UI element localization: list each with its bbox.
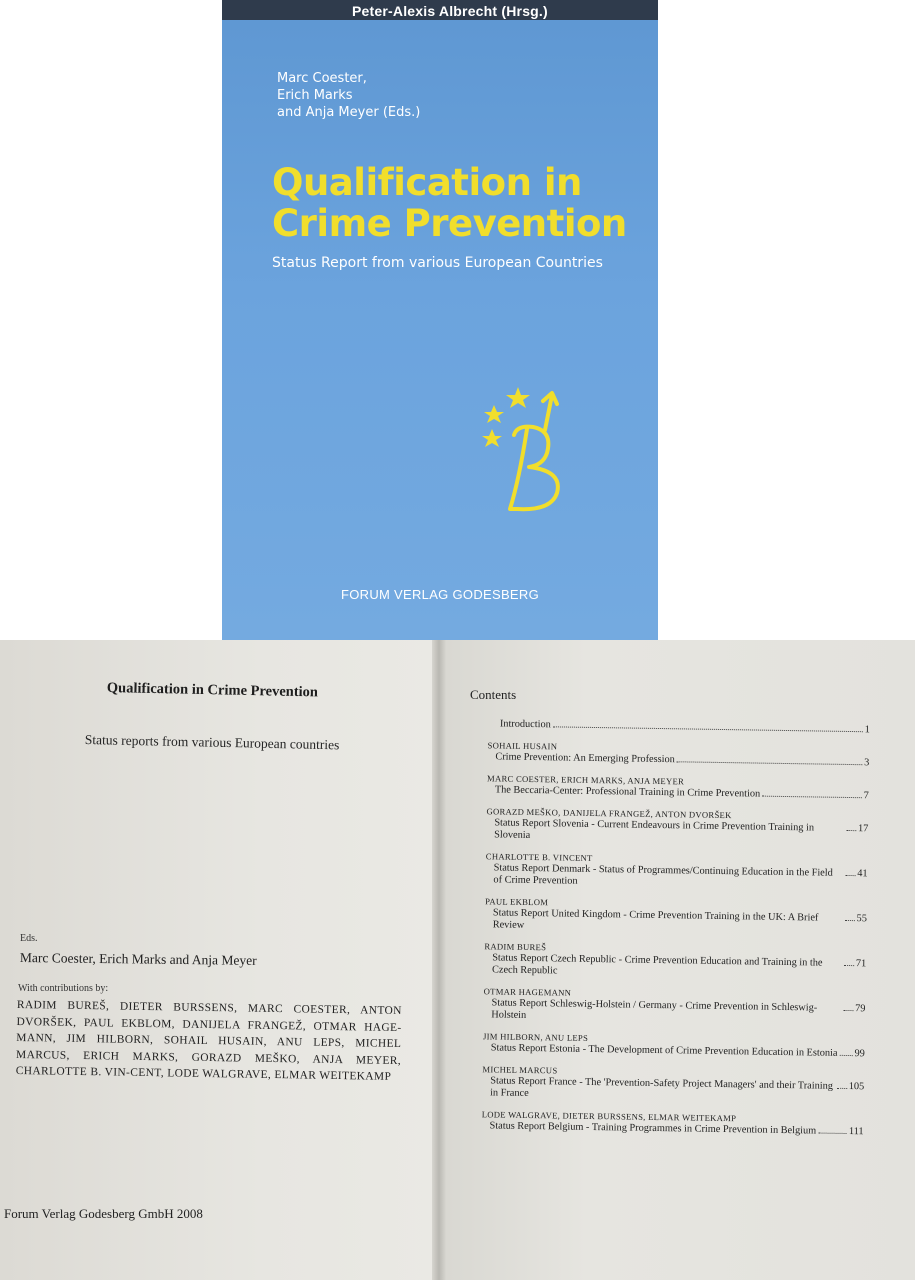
toc-entry bbox=[464, 940, 875, 982]
toc-title: The Beccaria-Center: Professional Training in Crime Prevention bbox=[494, 784, 761, 800]
toc-authors: PAUL EKBLOM bbox=[485, 896, 549, 908]
beccaria-logo-icon bbox=[477, 385, 587, 520]
toc-title: Status Report Estonia - The Development of Crime Prevention Education in Estonia bbox=[490, 1042, 838, 1059]
toc-entry bbox=[467, 739, 877, 769]
title-page-publisher: Forum Verlag Godesberg GmbH 2008 bbox=[4, 1206, 203, 1221]
title-page bbox=[0, 640, 438, 1280]
toc-entry bbox=[466, 805, 877, 847]
toc-entries bbox=[461, 739, 877, 1138]
toc-leader bbox=[553, 726, 863, 732]
toc-page-number: 111 bbox=[848, 1126, 864, 1138]
cover-editor-line: Marc Coester, bbox=[277, 71, 367, 86]
toc-page-number: 3 bbox=[864, 757, 870, 769]
toc-authors: MICHEL MARCUS bbox=[482, 1064, 558, 1076]
toc-entry bbox=[461, 1108, 871, 1138]
cover-editors bbox=[277, 70, 420, 121]
toc-leader bbox=[845, 875, 855, 876]
cover-title-line: Crime Prevention bbox=[272, 202, 627, 245]
toc-leader bbox=[839, 1055, 852, 1056]
book-gutter bbox=[432, 640, 446, 1280]
toc-authors: CHARLOTTE B. VINCENT bbox=[485, 851, 593, 863]
toc-title: Crime Prevention: An Emerging Profession bbox=[495, 751, 675, 766]
toc-page-number: 99 bbox=[854, 1048, 865, 1060]
toc-page-number: 71 bbox=[855, 958, 867, 970]
toc-leader bbox=[846, 830, 856, 831]
toc-authors: JIM HILBORN, ANU LEPS bbox=[482, 1031, 589, 1043]
toc-leader bbox=[843, 1010, 853, 1011]
toc-leader bbox=[845, 920, 855, 921]
series-editor: Peter-Alexis Albrecht (Hrsg.) bbox=[352, 3, 548, 19]
star-icon bbox=[482, 429, 502, 447]
book-cover bbox=[222, 0, 658, 640]
toc-title: Status Report United Kingdom - Crime Prevention Training in the UK: A Brief Review bbox=[492, 907, 819, 931]
toc-page-number: 55 bbox=[856, 913, 867, 925]
editors-names: Marc Coester, Erich Marks and Anja Meyer bbox=[19, 950, 257, 968]
toc-title: Status Report Schleswig-Holstein / Germany - Crime Prevention in Schleswig-Holstein bbox=[491, 997, 818, 1021]
toc-entry bbox=[462, 1063, 873, 1105]
toc-page-number: 1 bbox=[864, 724, 870, 736]
toc-leader bbox=[762, 796, 861, 799]
toc-leader bbox=[844, 965, 854, 966]
toc-entry bbox=[465, 895, 876, 937]
toc-page-number: 79 bbox=[855, 1003, 866, 1015]
cover-subtitle: Status Report from various European Countries bbox=[272, 255, 603, 271]
toc-page-number: 17 bbox=[857, 823, 869, 835]
cover-editor-line: Erich Marks bbox=[277, 88, 353, 103]
title-page-title: Qualification in Crime Prevention bbox=[106, 680, 319, 701]
toc-page-number: 41 bbox=[857, 868, 868, 880]
toc-title: Status Report France - The 'Prevention-Safety Project Managers' and their Training in France bbox=[490, 1075, 834, 1099]
toc-leader bbox=[677, 761, 862, 765]
contributors-list: RADIM BUREŠ, DIETER BURSSENS, MARC COESTER, ANTON DVORŠEK, PAUL EKBLOM, DANIJELA FRANGEŽ, OTMAR HAGE-MANN, JIM HILBORN, SOHAIL HUSAIN, ANU LEPS, MICHEL MARCUS, ERICH MARKS, GORAZD MEŠKO, ANJA MEYER, CHARLOTTE B. VIN-CENT, LODE WALGRAVE, ELMAR WEITEKAMP bbox=[15, 998, 402, 1083]
table-of-contents bbox=[461, 718, 878, 1147]
star-icon bbox=[506, 387, 530, 408]
title-page-subtitle: Status reports from various European countries bbox=[84, 732, 340, 753]
book-spread bbox=[0, 640, 915, 1280]
contents-heading: Contents bbox=[470, 687, 517, 702]
toc-authors: OTMAR HAGEMANN bbox=[483, 986, 572, 998]
cover-editor-line: and Anja Meyer (Eds.) bbox=[277, 105, 421, 120]
contributions-label: With contributions by: bbox=[18, 983, 109, 994]
toc-title: Status Report Denmark - Status of Programmes/Continuing Education in the Field of Crime Prevention bbox=[493, 862, 833, 887]
toc-page-number: 7 bbox=[863, 790, 869, 802]
eds-label: Eds. bbox=[20, 933, 38, 944]
toc-entry bbox=[463, 1030, 873, 1060]
toc-title: Status Report Czech Republic - Crime Prevention Education and Training in the Czech Republic bbox=[491, 952, 823, 977]
toc-entry bbox=[463, 985, 874, 1027]
toc-authors: SOHAIL HUSAIN bbox=[487, 740, 558, 752]
toc-entry bbox=[467, 772, 877, 802]
star-icon bbox=[484, 405, 504, 423]
toc-authors: MARC COESTER, ERICH MARKS, ANJA MEYER bbox=[486, 773, 685, 787]
toc-title: Status Report Slovenia - Current Endeavours in Crime Prevention Training in Slovenia bbox=[494, 817, 815, 841]
toc-title: Status Report Belgium - Training Programmes in Crime Prevention in Belgium bbox=[489, 1120, 817, 1137]
toc-entry bbox=[465, 850, 876, 892]
toc-authors: RADIM BUREŠ bbox=[484, 941, 547, 953]
toc-title: Introduction bbox=[499, 718, 551, 731]
toc-leader bbox=[837, 1088, 847, 1089]
toc-page-number: 105 bbox=[848, 1081, 865, 1093]
cover-title-line: Qualification in bbox=[272, 161, 582, 204]
toc-authors: LODE WALGRAVE, DIETER BURSSENS, ELMAR WEITEKAMP bbox=[481, 1109, 737, 1124]
toc-leader bbox=[818, 1133, 847, 1134]
toc-authors: GORAZD MEŠKO, DANIJELA FRANGEŽ, ANTON DVORŠEK bbox=[486, 806, 732, 821]
cover-title bbox=[272, 162, 627, 244]
cover-publisher: FORUM VERLAG GODESBERG bbox=[340, 587, 540, 602]
